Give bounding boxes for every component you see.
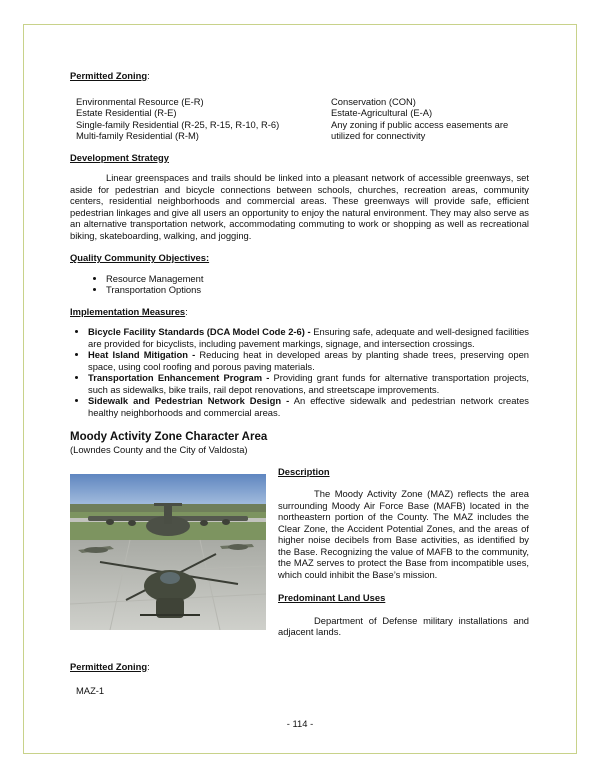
development-strategy-heading: Development Strategy xyxy=(70,151,169,163)
quality-objectives-list xyxy=(70,273,529,296)
list-item: • Transportation Options xyxy=(106,284,529,296)
zoning-item: Any zoning if public access easements are xyxy=(331,118,509,130)
zoning-item: Environmental Resource (E-R) xyxy=(76,95,204,107)
development-strategy-text: Linear greenspaces and trails should be linked into a pleasant network of accessible greenways, set aside for pedestrian and bicycle connections between schools, churches, recreation areas, community centers, residential neighborhoods and commercial areas. These greenways will provide safe, efficient pedestrian linkages and give all users an opportunity to enjoy the natural environment. They may also serve as an alternative transportation network, accommodating commuting to work or shopping as well as recreational biking, skateboarding, walking, and jogging. xyxy=(70,172,529,241)
description-heading: Description xyxy=(278,465,330,477)
zoning-left-column xyxy=(76,96,331,142)
zoning-list xyxy=(70,96,529,142)
description-block xyxy=(70,466,529,638)
quality-objectives-heading: Quality Community Objectives: xyxy=(70,252,210,263)
permitted-zoning-heading: Permitted Zoning: xyxy=(70,70,150,81)
land-uses-heading: Predominant Land Uses xyxy=(278,592,386,603)
page-content xyxy=(70,70,529,697)
permitted-zoning-heading-2: Permitted Zoning: xyxy=(70,660,150,672)
zoning-item: utilized for connectivity xyxy=(331,130,426,141)
aircraft-photo xyxy=(70,474,266,630)
page-number: - 114 - xyxy=(286,718,314,729)
description-text: The Moody Activity Zone (MAZ) reflects the area surrounding Moody Air Force Base (MAFB) located in the northeastern portion of the County. The MAZ includes the Clear Zone, the Accident Potential Zones, and the areas of higher noise decibels from Base activities, as identified by the Base. Recognizing the value of MAFB to the community, the MAZ serves to protect the Base from incompatible uses, which could inhibit the Base’s mission. xyxy=(278,488,529,580)
list-item: • Resource Management xyxy=(106,273,529,285)
implementation-list xyxy=(70,326,529,418)
zoning-item: Multi-family Residential (R-M) xyxy=(76,130,199,141)
zoning-right-column xyxy=(331,96,529,142)
zoning-item: Single-family Residential (R-25, R-15, R-10, R-6) xyxy=(76,118,280,130)
land-uses-text: Department of Defense military installations and adjacent lands. xyxy=(278,614,529,637)
zoning-item: Estate-Agricultural (E-A) xyxy=(331,107,433,118)
character-area-subtitle: (Lowndes County and the City of Valdosta) xyxy=(70,444,248,455)
list-item: • Transportation Enhancement Program - Providing grant funds for alternative transportation projects, such as sidewalks, bike trails, rail depot renovations, and streetscape improvements. xyxy=(88,372,529,395)
list-item: • Sidewalk and Pedestrian Network Design - An effective sidewalk and pedestrian network creates healthy neighborhoods and commercial areas. xyxy=(88,395,529,418)
zoning-item: Conservation (CON) xyxy=(331,95,416,107)
character-area-title: Moody Activity Zone Character Area xyxy=(70,431,268,443)
description-column xyxy=(278,466,529,638)
list-item: • Bicycle Facility Standards (DCA Model Code 2-6) - Ensuring safe, adequate and well-designed facilities are provided for bicyclists, including pavement markings, signage, and intersection crossings. xyxy=(88,326,529,349)
zoning-item: Estate Residential (R-E) xyxy=(76,107,177,118)
implementation-heading: Implementation Measures: xyxy=(70,305,188,317)
zoning-value: MAZ-1 xyxy=(76,685,105,696)
list-item: • Heat Island Mitigation - Reducing heat in developed areas by planting shade trees, preserving open space, using cool roofing and porous paving materials. xyxy=(88,349,529,372)
